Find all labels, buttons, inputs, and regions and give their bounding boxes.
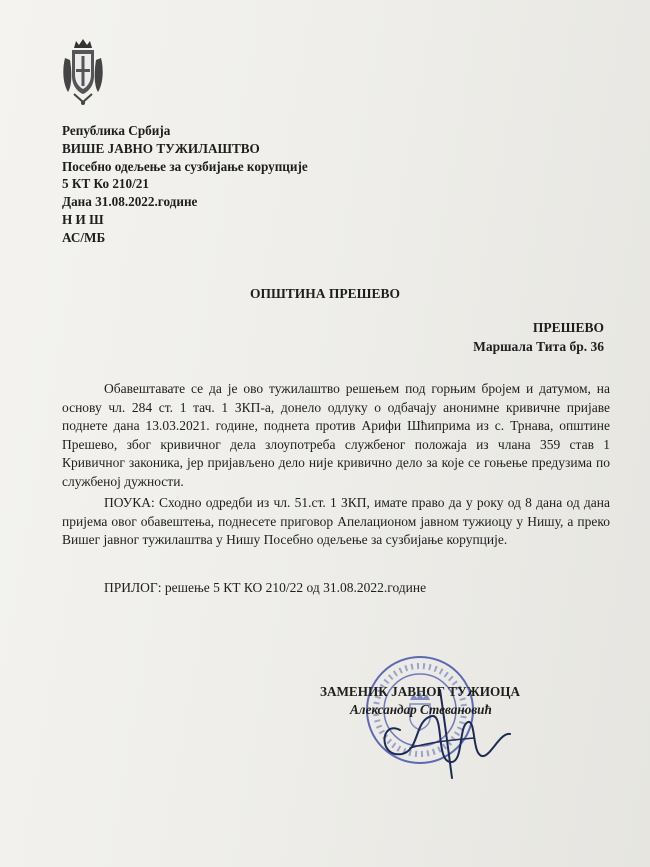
- signer-name: Александар Стевановић: [350, 702, 492, 717]
- attachment-line: ПРИЛОГ: решење 5 КТ КО 210/22 од 31.08.2022.године: [104, 580, 427, 595]
- signer-title: ЗАМЕНИК ЈАВНОГ ТУЖИОЦА: [320, 684, 521, 699]
- document-date: Дана 31.08.2022.године: [62, 194, 198, 210]
- case-number: 5 КТ Ко 210/21: [62, 176, 149, 192]
- recipient-title: ОПШТИНА ПРЕШЕВО: [249, 286, 401, 301]
- recipient-street: Маршала Тита бр. 36: [473, 339, 604, 354]
- sender-header: [62, 122, 308, 247]
- department-line: Посебно одељење за сузбијање корупције: [62, 158, 308, 174]
- notice-paragraph: Обавештавате се да је ово тужилаштво решењем под горњим бројем и датумом, на основу чл. 284 ст. 1 тач. 1 ЗКП-а, донело одлуку о одбачају анонимне кривичне пријаве поднете дана 13.03.2021. године, поднета против Арифи Шћиприма из с. Трнава, општине Прешево, због кривичног дела злоупотреба службеног положаја из члана 359 став 1 Кривичног законика, јер пријављено дело није кривично дело за које се гоњење предузима по службеној дужности.: [62, 381, 610, 489]
- serbian-coat-of-arms-icon: [60, 36, 106, 106]
- recipient-city: ПРЕШЕВО: [532, 320, 604, 335]
- instruction-paragraph: ПОУКА: Сходно одредби из чл. 51.ст. 1 ЗКП, имате право да у року од 8 дана од дана пријема овог обавештења, поднесете приговор Апелационом јавном тужиоцу у Нишу, а преко Вишег јавног тужилаштва у Нишу Посебно одељење за сузбијање корупције.: [62, 495, 610, 548]
- country-line: Република Србија: [62, 123, 171, 138]
- signature-block: [320, 683, 520, 719]
- reference-initials: АС/МБ: [62, 229, 106, 245]
- recipient-address: [473, 318, 604, 356]
- office-line: ВИШЕ ЈАВНО ТУЖИЛАШТВО: [62, 140, 260, 156]
- city-line: Н И Ш: [62, 211, 104, 227]
